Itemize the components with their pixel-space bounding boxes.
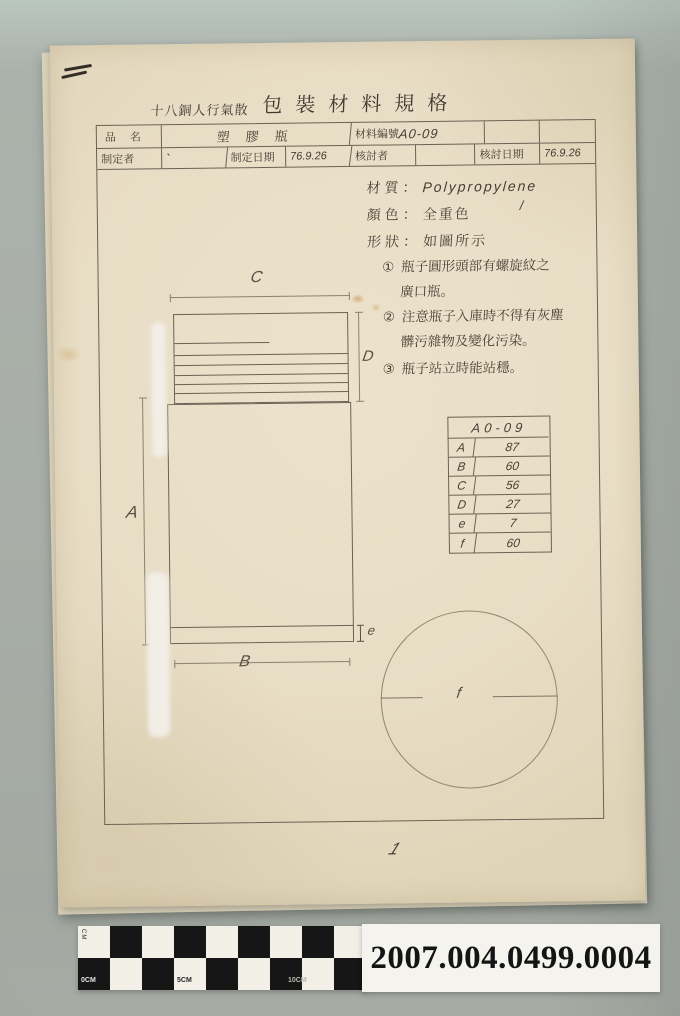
dim-f-label: f [455,684,463,702]
dim-cell: A [448,438,476,456]
staple-mark [64,64,92,72]
dim-cell: e [448,514,476,532]
value-cell: 56 [505,477,521,493]
dim-cell: C [448,476,476,494]
product-label-cell: 品名 [97,125,162,148]
reviewer-label-cell: 核討者 [351,145,416,166]
e-bracket [357,625,364,642]
create-date-label-cell: 制定日期 [226,147,286,168]
dim-a-label: A [124,502,140,522]
material-line [366,176,538,198]
creator-label-cell: 制定者 [97,148,162,169]
note-2-number: ② [382,309,396,325]
note-1 [381,252,552,304]
colon: ： [402,179,417,196]
bottle-body-rect [167,402,354,644]
dim-c-label: C [249,269,264,287]
review-date-value-cell: 76.9.26 [543,147,582,160]
correction-fluid-patch [146,572,170,737]
blank-cell [416,144,476,165]
scale-bar [78,926,366,990]
scale-label-10cm: 10CM [288,977,307,984]
note-3 [382,354,602,381]
accession-card [362,924,660,992]
material-number-value: A0-09 [398,125,440,141]
thread-line [175,353,348,356]
correction-fluid-patch [151,322,167,457]
review-date-label-cell: 核討日期 [475,144,540,165]
create-date-value-cell: 76.9.26 [285,146,352,167]
blank-cell [485,121,540,144]
page-title: 包裝材料規格 [261,92,461,118]
color-line [366,203,471,224]
accession-number: 2007.004.0499.0004 [370,939,652,976]
note-2 [382,302,576,354]
table-row [449,438,550,458]
scale-label-5cm: 5CM [177,977,192,984]
shape-label: 形狀 [366,233,404,250]
dim-b-label: B [237,653,252,671]
thread-line [174,342,269,344]
shape-value: 如圖所示 [422,232,488,250]
color-label: 顏色 [366,206,404,223]
note-1-number: ① [381,259,395,275]
dim-cell: B [448,457,476,475]
table-row [449,476,550,496]
thread-line [175,391,348,394]
dimension-table [447,416,552,554]
thread-line [175,373,348,376]
product-value-cell: 塑膠瓶 [161,123,352,147]
creator-value-cell: ` [161,147,228,168]
check-mark: / [519,197,525,213]
blank-cell [540,120,595,143]
dim-d-label: D [361,347,375,365]
material-value: Polypropylene [422,177,538,196]
thread-line [175,382,348,385]
value-cell: 7 [508,515,518,531]
dim-cell: D [448,495,476,513]
value-cell: 60 [505,535,521,550]
note-3-number: ③ [382,361,396,377]
table-row [450,533,551,553]
material-number-label: 材料編號 [354,128,400,141]
material-number-cell [351,121,486,145]
page-title-prefix: 十八銅人行氣散 [150,102,249,119]
dim-e-label: e [366,622,377,638]
colon: ： [402,206,418,223]
value-cell: 27 [505,496,521,512]
scale-label-0cm: 0CM [81,977,96,984]
dimension-table-header: A0-09 [447,417,550,439]
dim-cell: f [449,533,477,552]
document-page [50,38,645,907]
table-row [449,457,550,477]
value-cell: 60 [504,458,520,474]
page-number: 1 [385,839,404,859]
scale-vertical-label: CM [80,929,86,941]
thread-line [175,363,348,366]
note-2-text: 注意瓶子入庫時不得有灰塵髒污雜物及變化污染。 [400,307,565,350]
colon: ： [402,233,418,250]
table-row [450,514,551,534]
bottle-cap-rect [173,312,349,404]
shape-line [367,230,488,251]
table-row [449,495,550,515]
staple-mark [61,70,87,78]
material-label: 材質 [366,179,403,196]
note-3-text: 瓶子站立時能站穩。 [401,359,524,377]
value-cell: 87 [504,439,520,455]
stain [55,345,81,363]
note-1-text: 瓶子圓形頭部有螺旋紋之廣口瓶。 [399,257,550,300]
color-value: 全重色 [422,205,472,223]
